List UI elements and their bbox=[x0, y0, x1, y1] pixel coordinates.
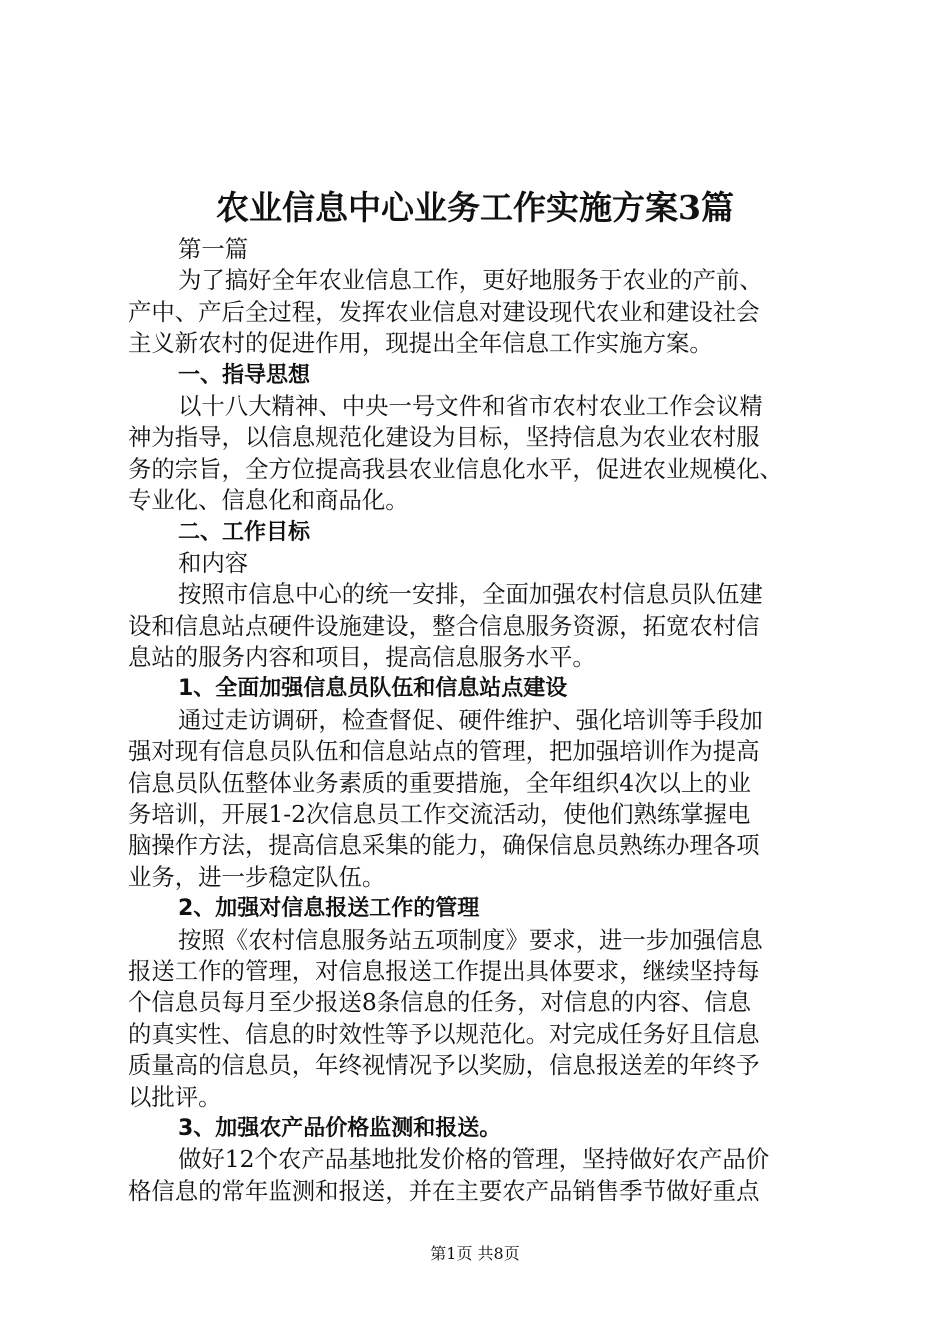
paragraph-line: 按照市信息中心的统一安排，全面加强农村信息员队伍建 bbox=[178, 580, 763, 609]
paragraph-line: 第一篇 bbox=[178, 235, 249, 263]
paragraph-line: 主义新农村的促进作用，现提出全年信息工作实施方案。 bbox=[128, 329, 713, 358]
paragraph-line: 以十八大精神、中央一号文件和省市农村农业工作会议精 bbox=[178, 391, 763, 420]
section-heading: 3、加强农产品价格监测和报送。 bbox=[178, 1115, 502, 1141]
section-heading: 1、全面加强信息员队伍和信息站点建设 bbox=[178, 676, 568, 702]
paragraph-line: 报送工作的管理，对信息报送工作提出具体要求，继续坚持每 bbox=[128, 956, 760, 985]
section-heading: 一、指导思想 bbox=[178, 362, 311, 388]
paragraph-line: 脑操作方法，提高信息采集的能力，确保信息员熟练办理各项 bbox=[128, 831, 760, 860]
paragraph-line: 务培训，开展1-2次信息员工作交流活动，使他们熟练掌握电 bbox=[128, 800, 751, 829]
paragraph-line: 专业化、信息化和商品化。 bbox=[128, 486, 409, 515]
paragraph-line: 信息员队伍整体业务素质的重要措施，全年组织4次以上的业 bbox=[128, 768, 752, 797]
paragraph-line: 设和信息站点硬件设施建设，整合信息服务资源，拓宽农村信 bbox=[128, 611, 760, 640]
paragraph-line: 的真实性、信息的时效性等予以规范化。对完成任务好且信息 bbox=[128, 1019, 760, 1048]
paragraph-line: 产中、产后全过程，发挥农业信息对建设现代农业和建设社会 bbox=[128, 297, 760, 326]
paragraph-line: 神为指导，以信息规范化建设为目标，坚持信息为农业农村服 bbox=[128, 423, 760, 452]
paragraph-line: 为了搞好全年农业信息工作，更好地服务于农业的产前、 bbox=[178, 266, 763, 295]
paragraph-line: 个信息员每月至少报送8条信息的任务，对信息的内容、信息 bbox=[128, 988, 752, 1017]
paragraph-line: 格信息的常年监测和报送，并在主要农产品销售季节做好重点 bbox=[128, 1176, 760, 1205]
document-title: 农业信息中心业务工作实施方案3篇 bbox=[216, 188, 734, 227]
paragraph-line: 务的宗旨，全方位提高我县农业信息化水平，促进农业规模化、 bbox=[128, 454, 783, 483]
section-heading: 2、加强对信息报送工作的管理 bbox=[178, 896, 480, 922]
paragraph-line: 按照《农村信息服务站五项制度》要求，进一步加强信息 bbox=[178, 925, 763, 954]
paragraph-line: 息站的服务内容和项目，提高信息服务水平。 bbox=[128, 643, 596, 672]
paragraph-line: 以批评。 bbox=[128, 1082, 222, 1111]
page-footer: 第1页 共8页 bbox=[430, 1244, 520, 1263]
paragraph-line: 做好12个农产品基地批发价格的管理，坚持做好农产品价 bbox=[178, 1145, 770, 1174]
paragraph-line: 业务，进一步稳定队伍。 bbox=[128, 862, 386, 891]
paragraph-line: 和内容 bbox=[178, 548, 249, 577]
paragraph-line: 质量高的信息员，年终视情况予以奖励，信息报送差的年终予 bbox=[128, 1051, 760, 1080]
paragraph-line: 通过走访调研，检查督促、硬件维护、强化培训等手段加 bbox=[178, 705, 763, 734]
paragraph-line: 强对现有信息员队伍和信息站点的管理，把加强培训作为提高 bbox=[128, 737, 760, 766]
section-heading: 二、工作目标 bbox=[178, 519, 311, 545]
document-body bbox=[128, 234, 838, 1207]
